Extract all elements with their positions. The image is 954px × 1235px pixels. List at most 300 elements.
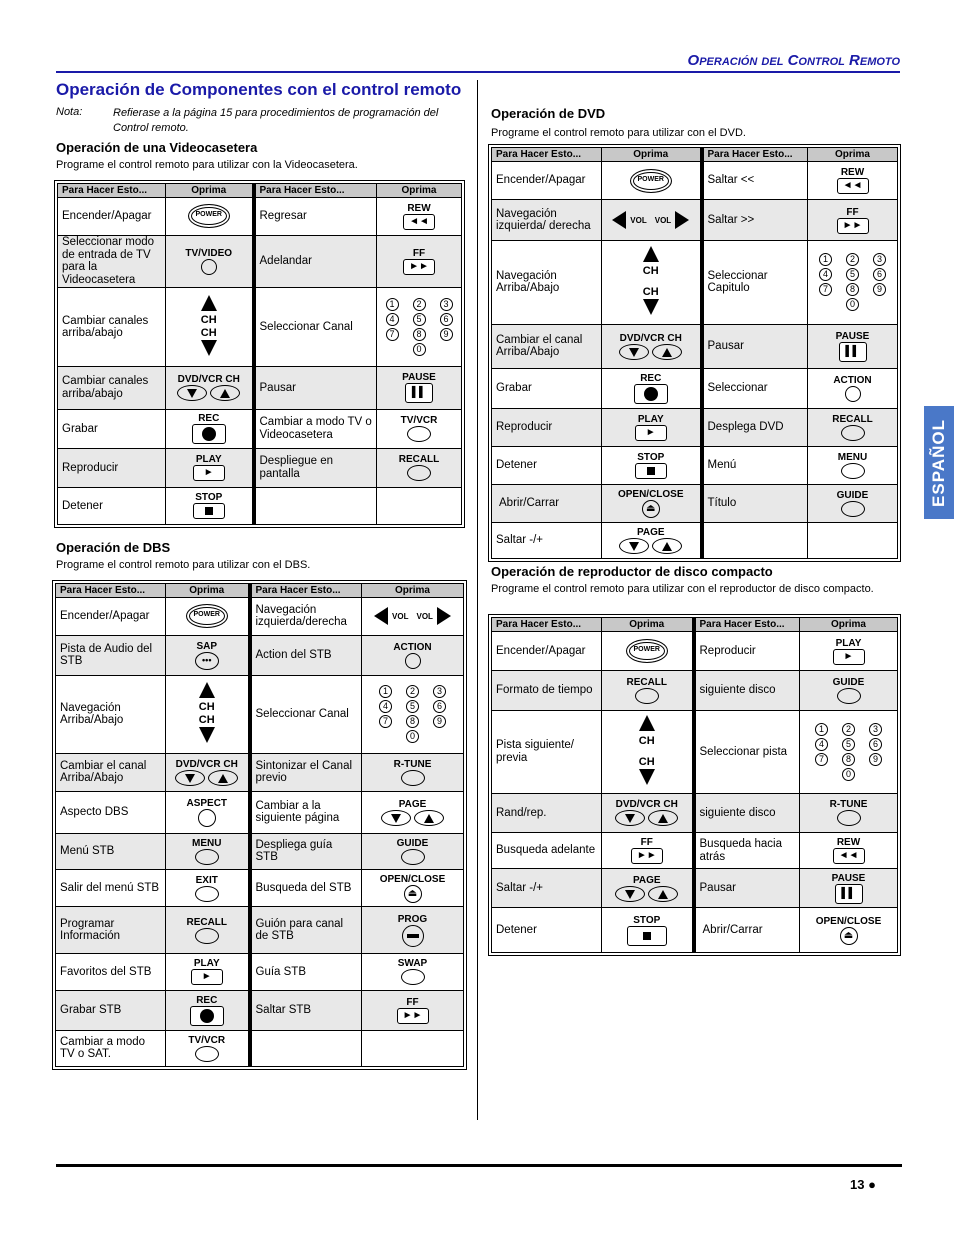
rec-icon xyxy=(634,384,668,404)
right-arrow-icon xyxy=(437,607,451,625)
keypad-row xyxy=(377,342,461,357)
up-arrow-icon xyxy=(201,295,217,311)
table-cell: Salir del menú STB xyxy=(56,869,166,906)
number-key-6: 6 xyxy=(433,700,446,713)
table-cell: Abrir/Carrar xyxy=(694,908,800,953)
table-cell: Pausar xyxy=(694,869,800,908)
number-key-3: 3 xyxy=(433,685,446,698)
stop-key xyxy=(166,487,254,525)
prog-key xyxy=(362,907,464,953)
vcr-intro: Programe el control remoto para utilizar con la Videocasetera. xyxy=(56,159,358,171)
key-label: FF xyxy=(412,247,426,259)
number-key-3: 3 xyxy=(869,723,882,736)
key-label: SAP xyxy=(196,640,218,652)
stop-key xyxy=(602,447,702,485)
recall-key xyxy=(808,408,898,446)
key-label: DVD/VCR CH xyxy=(615,799,678,811)
power-key xyxy=(602,632,694,671)
table-cell: Pista de Audio del STB xyxy=(56,635,166,675)
table-cell: Cambiar el canal Arriba/Abajo xyxy=(56,753,166,791)
eject-icon: ⏏ xyxy=(404,885,422,903)
right-arrow-icon xyxy=(675,211,689,229)
pause-key xyxy=(377,367,462,409)
number-key-7: 7 xyxy=(815,753,828,766)
page-key xyxy=(602,522,702,558)
up-button-icon xyxy=(648,886,678,902)
key-label: PLAY xyxy=(193,958,220,970)
play-key xyxy=(800,632,898,671)
menu-key xyxy=(808,447,898,485)
eject-icon: ⏏ xyxy=(642,500,660,518)
table-cell: Guía STB xyxy=(250,953,362,990)
table-cell: Seleccionar Canal xyxy=(254,288,377,367)
number-key-9: 9 xyxy=(869,753,882,766)
table-cell: Action del STB xyxy=(250,635,362,675)
rec-key xyxy=(166,409,254,448)
up-button-icon xyxy=(414,810,444,826)
key-label: DVD/VCR CH xyxy=(619,332,682,344)
round-button-icon xyxy=(195,849,219,865)
cd-title: Operación de reproductor de disco compacto xyxy=(491,564,773,579)
table-cell xyxy=(254,487,377,525)
running-header: Operación del Control Remoto xyxy=(687,52,900,69)
keypad-row xyxy=(800,767,897,782)
number-key-8: 8 xyxy=(846,283,859,296)
col-header: Oprima xyxy=(602,618,694,632)
up-arrow-icon xyxy=(643,246,659,262)
power-button-icon: POWER xyxy=(626,639,668,663)
key-label: OPEN/CLOSE xyxy=(617,489,684,500)
ff-key xyxy=(377,235,462,288)
number-key-5: 5 xyxy=(406,700,419,713)
number-keypad xyxy=(800,710,898,793)
rew-key xyxy=(377,198,462,235)
col-header: Oprima xyxy=(377,184,462,198)
down-button-icon xyxy=(619,538,649,554)
table-cell xyxy=(250,1030,362,1066)
table-cell: Grabar STB xyxy=(56,991,166,1030)
table-cell: Cambiar a la siguiente página xyxy=(250,792,362,833)
key-label: PAUSE xyxy=(402,372,436,384)
key-label: REW xyxy=(407,202,431,214)
round-button-icon xyxy=(407,465,431,481)
key-label: MENU xyxy=(837,452,868,464)
ff-key xyxy=(362,991,464,1030)
number-key-4: 4 xyxy=(815,738,828,751)
table-cell: Pausar xyxy=(702,325,808,368)
rtune-key xyxy=(800,794,898,833)
table-cell: Menú xyxy=(702,447,808,485)
down-button-icon xyxy=(175,770,205,786)
keypad-row xyxy=(808,252,897,267)
key-label: REW xyxy=(840,167,865,179)
rec-icon xyxy=(190,1006,224,1026)
play-icon: ► xyxy=(191,969,223,985)
round-button-icon xyxy=(837,688,861,704)
up-arrow-icon xyxy=(199,682,215,698)
table-cell: Cambiar a modo TV o SAT. xyxy=(56,1030,166,1066)
note-text: Refierase a la página 15 para procedimientos de programación del Control remoto. xyxy=(113,107,439,134)
key-label: REC xyxy=(640,372,662,384)
number-key-2: 2 xyxy=(842,723,855,736)
power-button-icon: POWER xyxy=(188,204,230,228)
vol-key xyxy=(602,200,702,240)
vol-key xyxy=(362,598,464,635)
table-cell: Encender/Apagar xyxy=(492,162,602,200)
key-label: PAUSE xyxy=(831,872,866,884)
table-cell: Regresar xyxy=(254,198,377,235)
number-key-6: 6 xyxy=(873,268,886,281)
key-label: FF xyxy=(640,837,653,849)
table-cell: Busqueda adelante xyxy=(492,832,602,869)
cd-intro: Programe el control remoto para utilizar con el reproductor de disco compacto. xyxy=(491,583,874,595)
round-button-icon xyxy=(635,688,659,704)
keypad-row xyxy=(808,282,897,297)
table-cell: Pausar xyxy=(254,367,377,409)
vcr-title: Operación de una Videocasetera xyxy=(56,140,258,155)
table-cell: Busqueda del STB xyxy=(250,869,362,906)
key-label: TV/VCR xyxy=(400,415,438,427)
number-key-8: 8 xyxy=(406,715,419,728)
power-key xyxy=(602,162,702,200)
up-button-icon xyxy=(210,385,240,401)
key-label: STOP xyxy=(637,452,665,464)
table-cell: Desplega DVD xyxy=(702,408,808,446)
key-label: PLAY xyxy=(195,454,222,466)
table-cell: Saltar << xyxy=(702,162,808,200)
key-label: VOL xyxy=(630,216,647,226)
number-key-2: 2 xyxy=(406,685,419,698)
up-button-icon xyxy=(652,344,682,360)
table-cell: siguiente disco xyxy=(694,794,800,833)
rec-key xyxy=(166,991,250,1030)
rew-icon: ◄◄ xyxy=(837,178,869,194)
down-button-icon xyxy=(177,385,207,401)
ch-key xyxy=(166,288,254,367)
pause-key xyxy=(808,325,898,368)
table-cell: Programar Información xyxy=(56,907,166,953)
col-header: Oprima xyxy=(808,148,898,162)
action-key xyxy=(808,368,898,408)
action-key xyxy=(362,635,464,675)
play-icon: ► xyxy=(833,649,865,665)
key-label: R-TUNE xyxy=(829,799,868,811)
keypad-row xyxy=(800,722,897,737)
number-key-0: 0 xyxy=(846,298,859,311)
down-arrow-icon xyxy=(199,727,215,743)
table-cell: Reproducir xyxy=(58,449,166,487)
sap-icon: ••• xyxy=(195,652,219,670)
up-arrow-icon xyxy=(639,715,655,731)
table-cell: Seleccionar modo de entrada de TV para la Videocasetera xyxy=(58,235,166,288)
page-key xyxy=(362,792,464,833)
round-button-icon xyxy=(841,425,865,441)
key-label: CH xyxy=(638,734,655,747)
col-header: Para Hacer Esto... xyxy=(492,148,602,162)
exit-key xyxy=(166,869,250,906)
play-icon: ► xyxy=(193,465,225,481)
page-number: 13 ● xyxy=(850,1177,876,1192)
table-cell: Formato de tiempo xyxy=(492,670,602,710)
key-label: EXIT xyxy=(195,874,218,886)
pause-icon: ▌▌ xyxy=(405,383,433,403)
dvdvcrch-key xyxy=(166,753,250,791)
number-key-0: 0 xyxy=(413,343,426,356)
table-cell: Navegación Arriba/Abajo xyxy=(492,240,602,325)
col-header: Oprima xyxy=(800,618,898,632)
key-label: RECALL xyxy=(832,413,873,425)
up-button-icon xyxy=(208,770,238,786)
table-cell: Seleccionar xyxy=(702,368,808,408)
table-cell: Navegación izquierda/derecha xyxy=(250,598,362,635)
dvdvcrch-key xyxy=(602,325,702,368)
table-cell: Cambiar canales arriba/abajo xyxy=(58,288,166,367)
table-cell: Encender/Apagar xyxy=(492,632,602,671)
cd-table xyxy=(488,614,901,956)
key-label: OPEN/CLOSE xyxy=(815,915,882,927)
key-label: PAGE xyxy=(636,526,665,538)
number-key-9: 9 xyxy=(440,328,453,341)
number-key-8: 8 xyxy=(842,753,855,766)
number-key-5: 5 xyxy=(842,738,855,751)
key-label: VOL xyxy=(392,612,409,622)
empty-cell xyxy=(362,1030,464,1066)
number-key-6: 6 xyxy=(869,738,882,751)
table-cell: Navegación Arriba/Abajo xyxy=(56,675,166,753)
col-header: Oprima xyxy=(166,184,254,198)
stop-icon xyxy=(193,503,225,519)
aspect-key xyxy=(166,792,250,833)
empty-cell xyxy=(808,522,898,558)
key-label: PROG xyxy=(397,913,428,925)
table-cell: Saltar -/+ xyxy=(492,522,602,558)
key-label: DVD/VCR CH xyxy=(177,374,240,386)
play-key xyxy=(602,408,702,446)
col-header: Oprima xyxy=(362,584,464,598)
key-label: ACTION xyxy=(833,374,872,386)
table-cell: Título xyxy=(702,485,808,522)
keypad-row xyxy=(362,729,463,744)
table-cell: Despliegue en pantalla xyxy=(254,449,377,487)
number-key-9: 9 xyxy=(873,283,886,296)
pause-key xyxy=(800,869,898,908)
number-key-8: 8 xyxy=(413,328,426,341)
key-label: VOL xyxy=(416,612,433,622)
key-label: CH xyxy=(642,286,659,299)
recall-key xyxy=(377,449,462,487)
ff-icon: ►► xyxy=(403,259,435,275)
number-key-4: 4 xyxy=(386,313,399,326)
dvdvcrch-key xyxy=(602,794,694,833)
table-cell: Favoritos del STB xyxy=(56,953,166,990)
keypad-row xyxy=(808,267,897,282)
recall-key xyxy=(166,907,250,953)
key-label: CH xyxy=(638,755,655,768)
up-button-icon xyxy=(652,538,682,554)
menu-key xyxy=(166,833,250,869)
col-header: Para Hacer Esto... xyxy=(492,618,602,632)
key-label: REW xyxy=(836,837,861,849)
key-label: CH xyxy=(198,701,215,714)
key-label: R-TUNE xyxy=(393,758,432,770)
power-key xyxy=(166,198,254,235)
table-cell: Seleccionar Canal xyxy=(250,675,362,753)
dbs-table xyxy=(52,580,467,1070)
number-keypad xyxy=(377,288,462,367)
down-arrow-icon xyxy=(639,769,655,785)
number-key-1: 1 xyxy=(379,685,392,698)
keypad-row xyxy=(800,752,897,767)
dvd-title: Operación de DVD xyxy=(491,106,606,121)
down-button-icon xyxy=(615,886,645,902)
round-button-icon xyxy=(841,501,865,517)
openclose-key xyxy=(602,485,702,522)
note-label: Nota: xyxy=(56,106,83,118)
left-arrow-icon xyxy=(374,607,388,625)
col-header: Para Hacer Esto... xyxy=(250,584,362,598)
ff-icon: ►► xyxy=(631,848,663,864)
rew-key xyxy=(808,162,898,200)
keypad-row xyxy=(362,684,463,699)
down-button-icon xyxy=(381,810,411,826)
rtune-key xyxy=(362,753,464,791)
rew-icon: ◄◄ xyxy=(403,214,435,230)
table-cell: Seleccionar Capitulo xyxy=(702,240,808,325)
key-label: PAUSE xyxy=(835,330,870,342)
col-header: Para Hacer Esto... xyxy=(702,148,808,162)
table-cell: Cambiar el canal Arriba/Abajo xyxy=(492,325,602,368)
round-button-icon xyxy=(198,809,216,827)
keypad-row xyxy=(800,737,897,752)
table-cell: siguiente disco xyxy=(694,670,800,710)
key-label: TV/VIDEO xyxy=(185,247,233,259)
number-key-1: 1 xyxy=(386,298,399,311)
table-cell: Detener xyxy=(492,447,602,485)
header-rule xyxy=(56,71,900,73)
dbs-title: Operación de DBS xyxy=(56,540,171,555)
key-label: PAGE xyxy=(632,874,661,886)
guide-key xyxy=(800,670,898,710)
key-label: FF xyxy=(846,206,859,218)
round-button-icon xyxy=(407,426,431,442)
play-icon: ► xyxy=(635,425,667,441)
play-key xyxy=(166,449,254,487)
table-cell: Grabar xyxy=(492,368,602,408)
round-button-icon xyxy=(195,928,219,944)
round-button-icon xyxy=(201,259,217,275)
number-keypad xyxy=(808,240,898,325)
table-cell: Despliega guía STB xyxy=(250,833,362,869)
guide-key xyxy=(808,485,898,522)
number-key-4: 4 xyxy=(379,700,392,713)
table-cell: Reproducir xyxy=(694,632,800,671)
power-key xyxy=(166,598,250,635)
number-key-2: 2 xyxy=(846,253,859,266)
table-cell: Busqueda hacia atrás xyxy=(694,832,800,869)
key-label: REC xyxy=(198,413,220,425)
number-key-2: 2 xyxy=(413,298,426,311)
round-button-icon xyxy=(405,653,421,669)
table-cell: Seleccionar pista xyxy=(694,710,800,793)
tvvcr-key xyxy=(166,1030,250,1066)
table-cell: Detener xyxy=(492,908,602,953)
key-label: CH xyxy=(200,327,217,340)
prog-icon xyxy=(402,925,424,947)
round-button-icon xyxy=(841,463,865,479)
vcr-table xyxy=(54,180,465,528)
table-cell: Aspecto DBS xyxy=(56,792,166,833)
key-label: STOP xyxy=(195,492,223,504)
key-label: GUIDE xyxy=(396,837,429,849)
number-key-7: 7 xyxy=(379,715,392,728)
swap-key xyxy=(362,953,464,990)
dvdvcrch-key xyxy=(166,367,254,409)
table-cell: Rand/rep. xyxy=(492,794,602,833)
guide-key xyxy=(362,833,464,869)
table-cell: Detener xyxy=(58,487,166,525)
stop-key xyxy=(602,908,694,953)
table-cell: Sintonizar el Canal previo xyxy=(250,753,362,791)
number-key-7: 7 xyxy=(819,283,832,296)
number-key-3: 3 xyxy=(440,298,453,311)
table-cell: Navegación izquierda/ derecha xyxy=(492,200,602,240)
number-key-5: 5 xyxy=(846,268,859,281)
col-header: Para Hacer Esto... xyxy=(56,584,166,598)
tvvcr-key xyxy=(377,409,462,448)
key-label: FF xyxy=(406,996,419,1008)
down-arrow-icon xyxy=(201,340,217,356)
col-header: Para Hacer Esto... xyxy=(694,618,800,632)
number-key-7: 7 xyxy=(386,328,399,341)
key-label: VOL xyxy=(654,216,672,226)
language-tab xyxy=(924,406,954,519)
ff-key xyxy=(602,832,694,869)
round-button-icon xyxy=(401,969,425,985)
key-label: OPEN/CLOSE xyxy=(379,873,446,885)
number-key-1: 1 xyxy=(819,253,832,266)
power-button-icon: POWER xyxy=(630,169,672,193)
column-divider xyxy=(477,80,478,1120)
keypad-row xyxy=(362,699,463,714)
recall-key xyxy=(602,670,694,710)
play-key xyxy=(166,953,250,990)
key-label: GUIDE xyxy=(832,676,865,688)
table-cell: Guión para canal de STB xyxy=(250,907,362,953)
key-label: REC xyxy=(196,994,218,1006)
keypad-row xyxy=(808,297,897,312)
down-button-icon xyxy=(615,810,645,826)
keypad-row xyxy=(377,297,461,312)
number-key-0: 0 xyxy=(406,730,419,743)
round-button-icon xyxy=(195,886,219,902)
eject-icon: ⏏ xyxy=(840,927,858,945)
key-label: TV/VCR xyxy=(188,1034,226,1046)
key-label: PAGE xyxy=(398,798,427,810)
left-arrow-icon xyxy=(612,211,626,229)
number-key-9: 9 xyxy=(433,715,446,728)
key-label: SWAP xyxy=(397,958,428,970)
ch-key xyxy=(602,240,702,325)
key-label: CH xyxy=(642,265,659,278)
table-cell: Encender/Apagar xyxy=(58,198,166,235)
keypad-row xyxy=(377,312,461,327)
key-label: PLAY xyxy=(637,413,664,425)
key-label: CH xyxy=(200,314,217,327)
sap-key xyxy=(166,635,250,675)
language-tab-label: ESPAÑOL xyxy=(929,418,948,507)
keypad-row xyxy=(377,327,461,342)
round-button-icon xyxy=(845,386,861,402)
